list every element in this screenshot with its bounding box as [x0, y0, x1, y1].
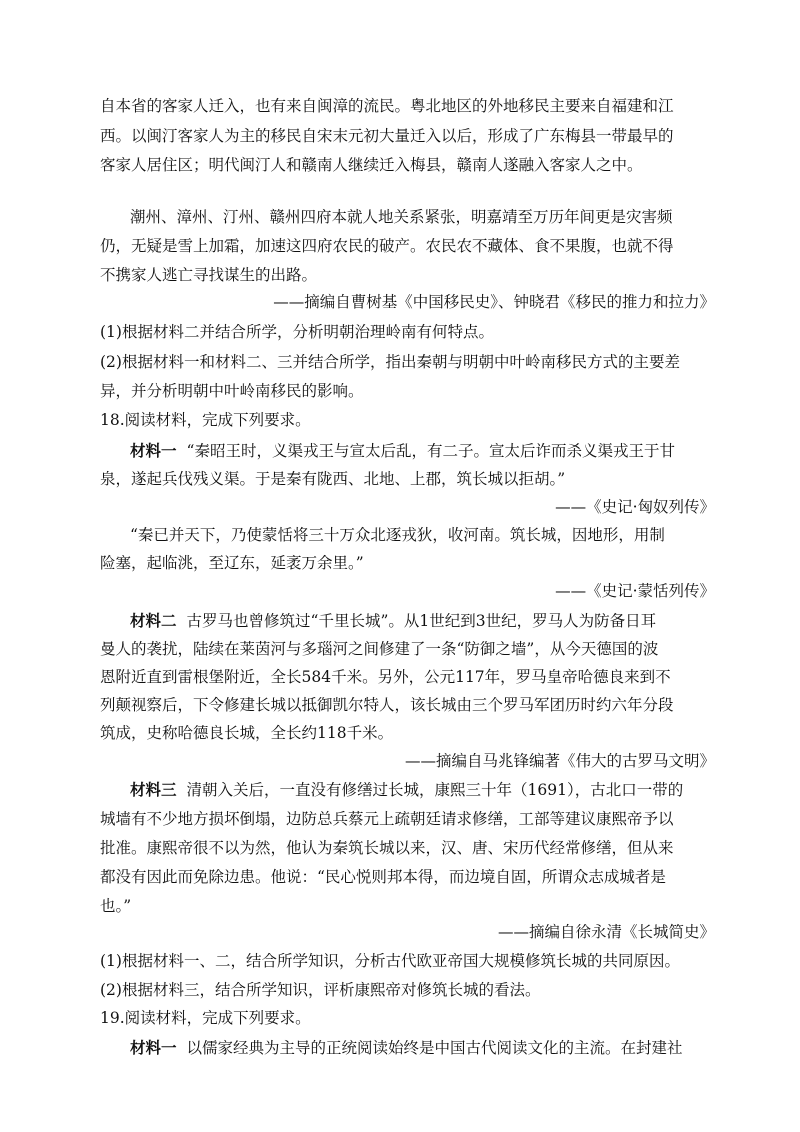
source-citation: ——摘编自马兆锋编著《伟大的古罗马文明》: [404, 752, 715, 770]
material-paragraph: [130, 780, 715, 800]
text-line: 也。”: [100, 897, 132, 915]
material-label: 材料一: [130, 441, 177, 460]
text-line: 西。以闽汀客家人为主的移民自宋末元初大量迁入以后，形成了广东梅县一带最早的: [100, 127, 674, 145]
text-line: 不携家人逃亡寻找谋生的出路。: [100, 266, 318, 284]
text-line: 仍，无疑是雪上加霜，加速这四府农民的破产。农民农不藏体、食不果腹，也就不得: [100, 237, 674, 255]
material-label: 材料三: [130, 780, 177, 799]
text-line: 险塞，起临洮，至辽东，延袤万余里。”: [100, 554, 364, 572]
material-paragraph: [130, 611, 715, 631]
question-line: 异，并分析明朝中叶岭南移民的影响。: [100, 382, 364, 400]
paragraph-first-line: “秦已并天下，乃使蒙恬将三十万众北逐戎狄，收河南。筑长城，因地形，用制: [130, 526, 665, 544]
material-text: 清朝入关后，一直没有修缮过长城，康熙三十年（1691），古北口一带的: [186, 781, 684, 799]
material-paragraph: [130, 441, 715, 461]
material-text: 以儒家经典为主导的正统阅读始终是中国古代阅读文化的主流。在封建社: [186, 1039, 683, 1057]
text-line: 城墙有不少地方损坏倒塌，边防总兵蔡元上疏朝廷请求修缮，工部等建议康熙帝予以: [100, 810, 674, 828]
material-label: 材料二: [130, 611, 177, 630]
source-citation: ——摘编自曹树基《中国移民史》、钟晓君《移民的推力和拉力》: [273, 293, 715, 311]
text-line: 筑成，史称哈德良长城，全长约118千米。: [100, 724, 394, 742]
source-citation: ——《史记·匈奴列传》: [555, 498, 715, 516]
material-paragraph: [130, 1038, 715, 1058]
text-line: 客家人居住区；明代闽汀人和赣南人继续迁入梅县，赣南人遂融入客家人之中。: [100, 156, 643, 174]
text-line: 恩附近直到雷根堡附近，全长584千米。另外，公元117年，罗马皇帝哈德良来到不: [100, 668, 671, 686]
text-line: 泉，遂起兵伐残义渠。于是秦有陇西、北地、上郡，筑长城以拒胡。”: [100, 470, 566, 488]
material-label: 材料一: [130, 1038, 177, 1057]
text-line: 曼人的袭扰，陆续在莱茵河与多瑙河之间修建了一条“防御之墙”，从今天德国的波: [100, 640, 659, 658]
text-line: 自本省的客家人迁入，也有来自闽漳的流民。粤北地区的外地移民主要来自福建和江: [100, 97, 674, 115]
paragraph-first-line: 潮州、漳州、汀州、赣州四府本就人地关系紧张，明嘉靖至万历年间更是灾害频: [130, 208, 673, 226]
material-text: 古罗马也曾修筑过“千里长城”。从1世纪到3世纪，罗马人为防备日耳: [186, 612, 657, 630]
question-line: (1)根据材料二并结合所学，分析明朝治理岭南有何特点。: [100, 323, 494, 341]
source-citation: ——摘编自徐永清《长城简史》: [497, 923, 715, 941]
question-line: (2)根据材料三，结合所学知识，评析康熙帝对修筑长城的看法。: [100, 981, 541, 999]
text-line: 批准。康熙帝很不以为然，他认为秦筑长城以来，汉、唐、宋历代经常修缮，但从来: [100, 839, 674, 857]
text-line: 都没有因此而免除边患。他说：“民心悦则邦本得，而边境自固，所谓众志成城者是: [100, 868, 666, 886]
text-line: 列颠视察后，下令修建长城以抵御凯尔特人，该长城由三个罗马军团历时约六年分段: [100, 696, 674, 714]
source-citation: ——《史记·蒙恬列传》: [555, 582, 715, 600]
question-heading: 18.阅读材料，完成下列要求。: [100, 411, 311, 429]
question-line: (2)根据材料一和材料二、三并结合所学，指出秦朝与明朝中叶岭南移民方式的主要差: [100, 353, 680, 371]
material-text: “秦昭王时，义渠戎王与宣太后乱，有二子。宣太后诈而杀义渠戎王于甘: [186, 442, 675, 460]
question-line: (1)根据材料一、二，结合所学知识，分析古代欧亚帝国大规模修筑长城的共同原因。: [100, 952, 680, 970]
question-heading: 19.阅读材料，完成下列要求。: [100, 1009, 311, 1027]
